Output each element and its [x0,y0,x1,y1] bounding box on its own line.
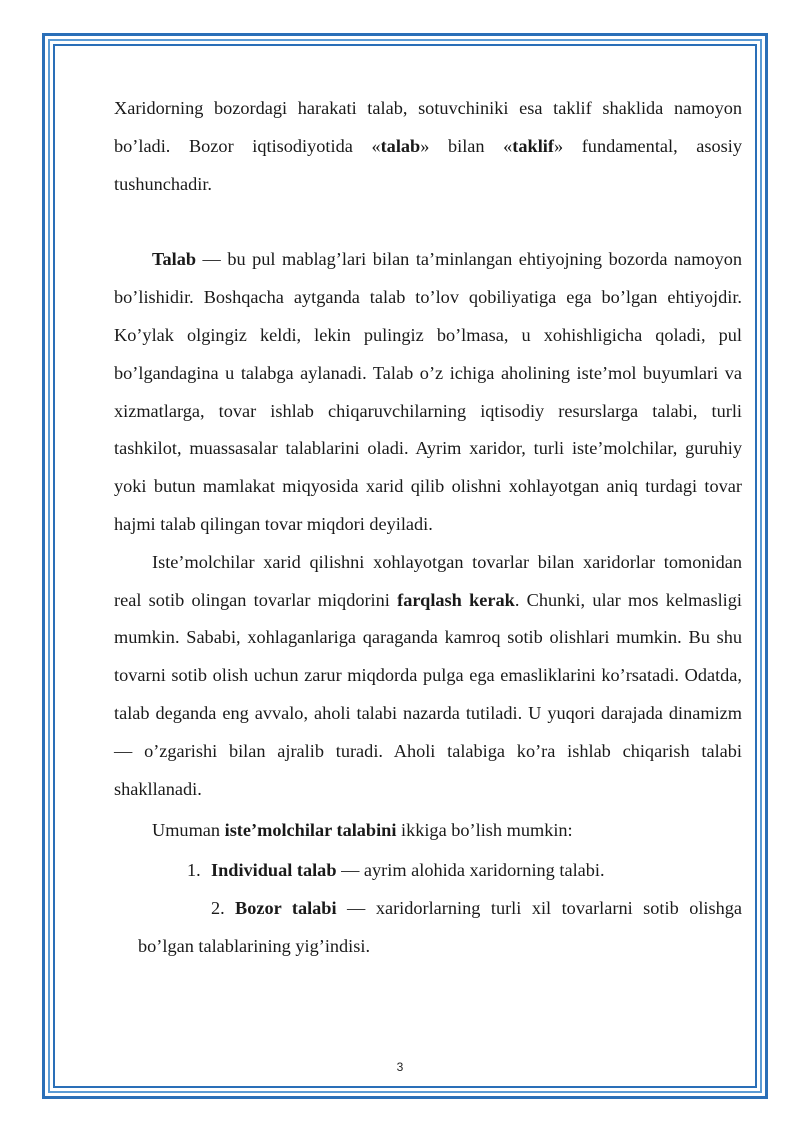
text: — xaridorlarning turli xil tovarlarni sotib olishga bo’lgan talablarining yig’indisi. [138,897,742,956]
term-farqlash: farqlash kerak [397,589,515,610]
term-individual-talab: Individual talab [211,860,337,881]
paragraph-types-intro [114,812,742,850]
text: Xaridorning bozordagi harakati talab, sotuvchiniki esa taklif shaklida namoyon bo’ladi. Bozor iqtisodiyotida « [114,98,742,156]
term-talab-heading: Talab [152,249,197,270]
term-talab: talab [380,135,421,156]
list-number: 1. [187,860,201,881]
page-number: 3 [396,1060,404,1074]
list-item [138,890,742,966]
text: » bilan « [420,135,513,156]
paragraph-intro [114,90,742,203]
paragraph-gap [114,203,742,241]
paragraph-difference [114,544,742,809]
list-number: 2. [211,897,225,918]
text: ikkiga bo’lish mumkin: [396,820,573,841]
text: Iste’molchilar xarid qilishni xohlayotgan tovarlar bilan xaridorlar tomonidan real sotib olingan tovarlar miqdorini [114,551,742,610]
document-body [114,90,742,966]
term-taklif: taklif [512,135,554,156]
text: » fundamental, asosiy tushunchadir. [114,135,742,194]
text: — bu pul mablag’lari bilan ta’minlangan ehtiyojning bozorda namoyon bo’lishidir. Boshqacha aytganda talab to’lov qobiliyatiga ega bo’lgan ehtiyojdir. Ko’ylak olgingiz keldi, lekin pulingiz bo’lmasa, u xohishligicha qoladi, pul bo’lgandagina u talabga aylanadi. Talab o’z ichiga aholining iste’mol buyumlari va xizmatlarga, tovar ishlab chiqaruvchilarning iqtisodiy resurslarga talabi, turli tashkilot, muassasalar talablarini oladi. Ayrim xaridor, turli iste’molchilar, guruhiy yoki butun mamlakat miqyosida xarid qilib olishni xohlayotgan aniq turdagi tovar hajmi talab qilingan tovar miqdori deyiladi. [114,249,742,534]
paragraph-definition [114,241,742,543]
term-bozor-talabi: Bozor talabi [235,897,337,918]
term-istemolchilar-talabini: iste’molchilar talabini [224,820,397,841]
text: Umuman [152,820,225,841]
text: . Chunki, ular mos kelmasligi mumkin. Sababi, xohlaganlariga qaraganda kamroq sotib olishlari mumkin. Bu shu tovarni sotib olish uchun zarur miqdorda pulga ega emasliklarini ko’rsatadi. Odatda, talab deganda eng avvalo, aholi talabi nazarda tutiladi. U yuqori darajada dinamizm — o’zgarishi bilan ajralib turadi. Aholi talabiga ko’ra ishlab chiqarish talabi shakllanadi. [114,589,742,799]
text: — ayrim alohida xaridorning talabi. [336,860,605,881]
list-item [114,852,742,890]
